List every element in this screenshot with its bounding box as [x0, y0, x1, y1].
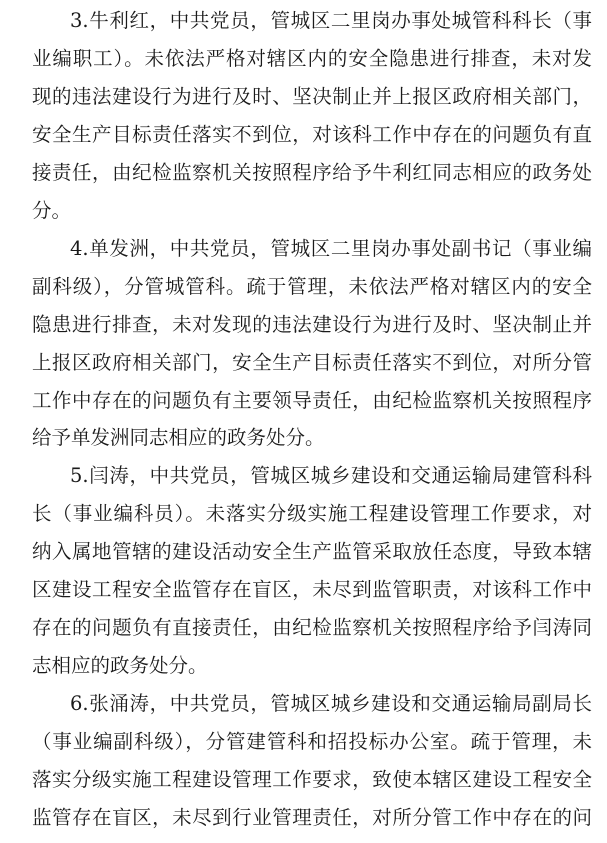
paragraph-4-line-6: 给予单发洲同志相应的政务处分。	[32, 426, 325, 449]
paragraph-4-line-3: 隐患进行排查，未对发现的违法建设行为进行及时、坚决制止并	[32, 313, 592, 336]
paragraph-6-line-3: 落实分级实施工程建设管理工作要求，致使本辖区建设工程安全	[32, 768, 592, 791]
paragraph-5-line-4: 区建设工程安全监管存在盲区，未尽到监管职责，对该科工作中	[32, 578, 592, 601]
paragraph-5-line-1: 5.闫涛，中共党员，管城区城乡建设和交通运输局建管科科	[70, 464, 592, 487]
paragraph-3-line-2: 业编职工）。未依法严格对辖区内的安全隐患进行排查，未对发	[32, 47, 592, 70]
paragraph-3-line-5: 接责任，由纪检监察机关按照程序给予牛利红同志相应的政务处	[32, 161, 592, 184]
paragraph-4-line-5: 工作中存在的问题负有主要领导责任，由纪检监察机关按照程序	[32, 389, 592, 412]
paragraph-5-line-6: 志相应的政务处分。	[32, 654, 208, 677]
paragraph-5-line-2: 长（事业编科员）。未落实分级实施工程建设管理工作要求，对	[32, 502, 592, 525]
paragraph-3-line-3: 现的违法建设行为进行及时、坚决制止并上报区政府相关部门，	[32, 85, 592, 108]
paragraph-5-line-3: 纳入属地管辖的建设活动安全生产监管采取放任态度，导致本辖	[32, 540, 592, 563]
paragraph-5-line-5: 存在的问题负有直接责任，由纪检监察机关按照程序给予闫涛同	[32, 616, 592, 639]
paragraph-3-line-6: 分。	[32, 199, 72, 222]
paragraph-6-line-1: 6.张涌涛，中共党员，管城区城乡建设和交通运输局副局长	[70, 692, 592, 715]
paragraph-4-line-1: 4.单发洲，中共党员，管城区二里岗办事处副书记（事业编	[70, 237, 592, 260]
paragraph-4-line-4: 上报区政府相关部门，安全生产目标责任落实不到位，对所分管	[32, 351, 592, 374]
paragraph-3-line-4: 安全生产目标责任落实不到位，对该科工作中存在的问题负有直	[32, 123, 592, 146]
paragraph-6-line-2: （事业编副科级），分管建管科和招投标办公室。疏于管理，未	[32, 730, 592, 753]
paragraph-4-line-2: 副科级），分管城管科。疏于管理，未依法严格对辖区内的安全	[32, 275, 592, 298]
paragraph-6-line-4: 监管存在盲区，未尽到行业管理责任，对所分管工作中存在的问	[32, 806, 592, 829]
paragraph-3-line-1: 3.牛利红，中共党员，管城区二里岗办事处城管科科长（事	[70, 9, 592, 32]
